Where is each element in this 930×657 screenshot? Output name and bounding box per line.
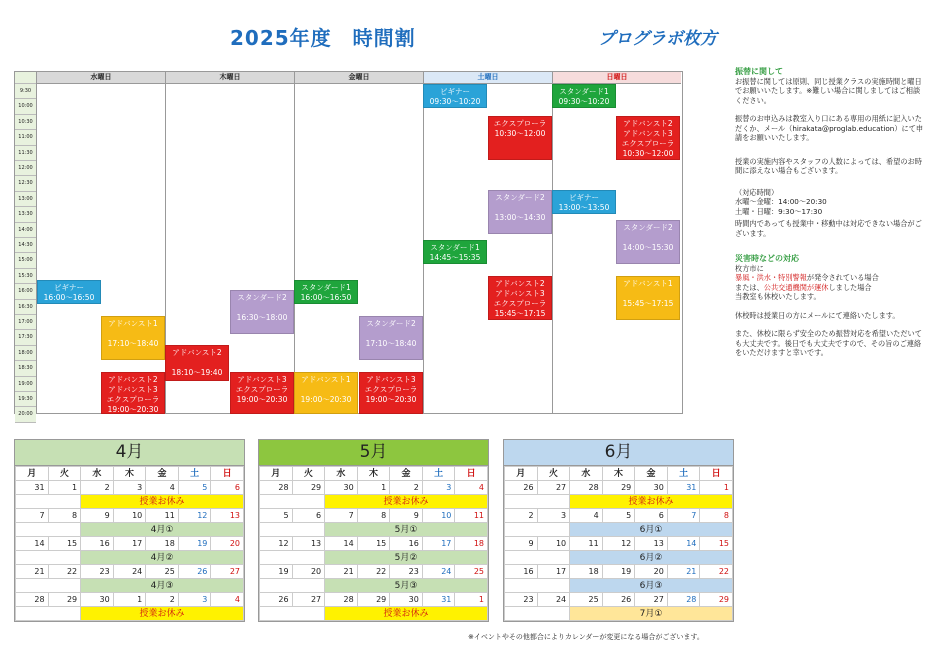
notes-text: 暴風・洪水・特別警報 bbox=[735, 273, 807, 282]
class-block-line: アドバンスト2 bbox=[108, 375, 158, 384]
date-cell: 5 bbox=[178, 481, 211, 495]
date-cell: 17 bbox=[113, 537, 146, 551]
date-cell: 3 bbox=[537, 509, 570, 523]
calendar-month: 6月 bbox=[504, 440, 733, 466]
calendar-3 bbox=[503, 439, 734, 622]
notes-text: 時間内であっても授業中・移動中は対応できない場合がございます。 bbox=[735, 219, 922, 238]
time-label: 10:00 bbox=[15, 99, 36, 114]
class-block-line: 15:45～17:15 bbox=[622, 299, 674, 308]
time-label: 16:00 bbox=[15, 284, 36, 299]
time-header bbox=[15, 72, 36, 84]
date-cell: 13 bbox=[292, 537, 325, 551]
weekday-label: 金 bbox=[635, 467, 668, 481]
date-cell: 22 bbox=[357, 565, 390, 579]
class-block bbox=[423, 240, 487, 264]
timetable bbox=[14, 71, 683, 418]
date-cell: 14 bbox=[325, 537, 358, 551]
weekday-label: 日 bbox=[700, 467, 733, 481]
date-cell: 19 bbox=[602, 565, 635, 579]
class-block-line: 19:00～20:30 bbox=[365, 395, 417, 404]
date-cell: 7 bbox=[16, 509, 49, 523]
weekday-label: 水 bbox=[570, 467, 603, 481]
week-band: 4月② bbox=[81, 551, 244, 565]
date-cell: 31 bbox=[422, 593, 455, 607]
date-cell: 29 bbox=[48, 593, 81, 607]
date-cell: 4 bbox=[146, 481, 179, 495]
weekday-label: 金 bbox=[146, 467, 179, 481]
weekday-label: 土 bbox=[422, 467, 455, 481]
time-label: 12:00 bbox=[15, 161, 36, 176]
notes-text: また、休校に限らず安全のため振替対応を希望いただいても大丈夫です。後日でも大丈夫ですので、その旨のご連絡をいただけますと幸いです。 bbox=[735, 329, 922, 357]
class-block-line: 19:00～20:30 bbox=[107, 405, 159, 414]
date-cell: 25 bbox=[146, 565, 179, 579]
date-cell: 11 bbox=[146, 509, 179, 523]
date-cell: 30 bbox=[325, 481, 358, 495]
date-cell: 1 bbox=[113, 593, 146, 607]
class-block-line bbox=[489, 203, 551, 213]
date-cell: 12 bbox=[602, 537, 635, 551]
week-band: 6月③ bbox=[570, 579, 733, 593]
notes-text: が発令されている場合 bbox=[806, 273, 879, 282]
date-cell: 15 bbox=[700, 537, 733, 551]
notes-text: 振替のお申込みは教室入り口にある専用の用紙に記入いただくか、メール（hirakata@proglab.education）にて申請をお願いいたします。 bbox=[735, 114, 924, 142]
date-cell: 2 bbox=[390, 481, 423, 495]
date-cell: 9 bbox=[390, 509, 423, 523]
date-cell: 23 bbox=[390, 565, 423, 579]
date-cell: 28 bbox=[260, 481, 293, 495]
time-label: 19:00 bbox=[15, 377, 36, 392]
class-block-line: エクスプローラ bbox=[621, 139, 675, 148]
time-label: 13:00 bbox=[15, 192, 36, 207]
date-cell: 2 bbox=[146, 593, 179, 607]
notes-text: 授業の実施内容やスタッフの人数によっては、希望のお時間に添えない場合もございます。 bbox=[735, 156, 922, 175]
date-cell: 1 bbox=[48, 481, 81, 495]
date-cell: 30 bbox=[635, 481, 668, 495]
time-label: 11:30 bbox=[15, 146, 36, 161]
date-cell: 23 bbox=[81, 565, 114, 579]
time-label: 18:30 bbox=[15, 361, 36, 376]
class-block-line: 17:10～18:40 bbox=[107, 339, 159, 348]
day-header: 金曜日 bbox=[295, 72, 423, 84]
class-block bbox=[552, 84, 616, 108]
notes-text: （対応時間） bbox=[735, 187, 779, 197]
date-cell: 16 bbox=[81, 537, 114, 551]
date-cell: 15 bbox=[48, 537, 81, 551]
class-block bbox=[294, 372, 358, 414]
class-block bbox=[616, 276, 680, 320]
date-cell: 28 bbox=[325, 593, 358, 607]
date-cell: 21 bbox=[16, 565, 49, 579]
class-block bbox=[359, 316, 423, 360]
notes-text: 枚方市に bbox=[735, 263, 764, 273]
date-cell: 1 bbox=[455, 593, 488, 607]
date-cell: 17 bbox=[537, 565, 570, 579]
class-block bbox=[552, 190, 616, 214]
week-band: 5月② bbox=[325, 551, 488, 565]
date-cell: 22 bbox=[700, 565, 733, 579]
class-block-line: 15:45～17:15 bbox=[494, 309, 546, 318]
date-cell: 26 bbox=[602, 593, 635, 607]
notes-heading-transfer: 振替に関して bbox=[735, 67, 783, 76]
time-label: 14:00 bbox=[15, 223, 36, 238]
class-block bbox=[488, 116, 552, 160]
date-cell: 6 bbox=[292, 509, 325, 523]
day-header: 土曜日 bbox=[424, 72, 552, 84]
date-cell: 23 bbox=[505, 593, 538, 607]
date-cell: 27 bbox=[211, 565, 244, 579]
notes-text: 水曜～金曜：14:00～20:30 bbox=[735, 197, 827, 206]
date-cell: 4 bbox=[570, 509, 603, 523]
weekday-label: 月 bbox=[505, 467, 538, 481]
date-cell: 3 bbox=[178, 593, 211, 607]
class-block-line bbox=[166, 358, 228, 368]
week-band: 5月① bbox=[325, 523, 488, 537]
date-cell: 29 bbox=[700, 593, 733, 607]
class-block-line: アドバンスト3 bbox=[108, 385, 158, 394]
date-cell: 29 bbox=[602, 481, 635, 495]
date-cell: 6 bbox=[635, 509, 668, 523]
class-block-line: ビギナー bbox=[54, 283, 84, 292]
date-cell: 10 bbox=[422, 509, 455, 523]
date-cell: 16 bbox=[390, 537, 423, 551]
class-block bbox=[37, 280, 101, 304]
time-label: 10:30 bbox=[15, 115, 36, 130]
date-cell: 22 bbox=[48, 565, 81, 579]
class-block-line: アドバンスト1 bbox=[108, 319, 158, 328]
date-cell: 27 bbox=[537, 481, 570, 495]
date-cell: 1 bbox=[700, 481, 733, 495]
date-cell: 3 bbox=[113, 481, 146, 495]
time-label: 15:30 bbox=[15, 269, 36, 284]
time-label: 17:00 bbox=[15, 315, 36, 330]
weekday-label: 水 bbox=[325, 467, 358, 481]
class-block-line: 18:10～19:40 bbox=[171, 368, 223, 377]
date-cell: 24 bbox=[113, 565, 146, 579]
date-cell: 25 bbox=[570, 593, 603, 607]
class-block bbox=[423, 84, 487, 108]
date-cell: 6 bbox=[211, 481, 244, 495]
date-cell: 28 bbox=[16, 593, 49, 607]
class-block bbox=[359, 372, 423, 414]
weekday-label: 火 bbox=[48, 467, 81, 481]
date-cell: 8 bbox=[48, 509, 81, 523]
day-header: 木曜日 bbox=[166, 72, 294, 84]
date-cell: 18 bbox=[570, 565, 603, 579]
notes-text: 当教室も休校いたします。 bbox=[735, 292, 821, 301]
time-label: 9:30 bbox=[15, 84, 36, 99]
date-cell: 30 bbox=[81, 593, 114, 607]
class-block-line: 19:00～20:30 bbox=[236, 395, 288, 404]
class-block-line: 19:00～20:30 bbox=[300, 395, 352, 404]
class-block-line: エクスプローラ bbox=[493, 119, 547, 128]
date-cell: 14 bbox=[667, 537, 700, 551]
class-block bbox=[230, 290, 294, 334]
date-cell: 12 bbox=[260, 537, 293, 551]
class-block-line: アドバンスト3 bbox=[623, 129, 673, 138]
date-cell: 17 bbox=[422, 537, 455, 551]
class-block-line: 14:00～15:30 bbox=[622, 243, 674, 252]
notes-text: お振替に関しては原則、同じ授業クラスの実施時間と曜日でお願いいたします。※難しい場合に関しましてはご相談ください。 bbox=[735, 76, 922, 105]
notes-text: 土曜・日曜：9:30～17:30 bbox=[735, 206, 823, 216]
weekday-label: 水 bbox=[81, 467, 114, 481]
weekday-label: 日 bbox=[211, 467, 244, 481]
day-column bbox=[36, 72, 165, 413]
calendar-month: 5月 bbox=[259, 440, 488, 466]
class-block bbox=[488, 190, 552, 234]
class-block-line: エクスプローラ bbox=[364, 385, 418, 394]
date-cell: 24 bbox=[537, 593, 570, 607]
class-block-line: 16:00～16:50 bbox=[43, 293, 95, 302]
date-cell: 7 bbox=[667, 509, 700, 523]
time-label: 18:00 bbox=[15, 346, 36, 361]
date-cell: 20 bbox=[211, 537, 244, 551]
date-cell: 2 bbox=[505, 509, 538, 523]
time-label: 13:30 bbox=[15, 207, 36, 222]
week-band: 5月③ bbox=[325, 579, 488, 593]
date-cell: 31 bbox=[16, 481, 49, 495]
date-cell: 30 bbox=[390, 593, 423, 607]
time-label: 16:30 bbox=[15, 300, 36, 315]
class-block-line: スタンダード2 bbox=[495, 193, 545, 202]
class-block bbox=[616, 116, 680, 160]
time-label: 14:30 bbox=[15, 238, 36, 253]
class-block-line: エクスプローラ bbox=[235, 385, 289, 394]
date-cell: 29 bbox=[292, 481, 325, 495]
week-band: 6月① bbox=[570, 523, 733, 537]
class-block-line bbox=[295, 385, 357, 395]
weekday-label: 金 bbox=[390, 467, 423, 481]
date-cell: 4 bbox=[211, 593, 244, 607]
class-block-line: 13:00～14:30 bbox=[494, 213, 546, 222]
class-block-line: スタンダード1 bbox=[559, 87, 609, 96]
date-cell: 14 bbox=[16, 537, 49, 551]
week-band: 4月③ bbox=[81, 579, 244, 593]
week-band: 授業お休み bbox=[570, 495, 733, 509]
class-block bbox=[616, 220, 680, 264]
calendar-1 bbox=[14, 439, 245, 622]
class-block-line: 16:30～18:00 bbox=[236, 313, 288, 322]
day-header: 水曜日 bbox=[37, 72, 165, 84]
week-band: 6月② bbox=[570, 551, 733, 565]
class-block-line bbox=[617, 289, 679, 299]
weekday-label: 火 bbox=[537, 467, 570, 481]
date-cell: 10 bbox=[537, 537, 570, 551]
class-block-line: アドバンスト2 bbox=[623, 119, 673, 128]
notes-text: 公共交通機関が運休 bbox=[763, 282, 829, 292]
notes-text: 休校時は授業日の方にメールにて連絡いたします。 bbox=[735, 310, 900, 320]
weekday-label: 月 bbox=[260, 467, 293, 481]
date-cell: 28 bbox=[570, 481, 603, 495]
class-block bbox=[294, 280, 358, 304]
class-block-line bbox=[231, 303, 293, 313]
date-cell: 9 bbox=[81, 509, 114, 523]
date-cell: 13 bbox=[211, 509, 244, 523]
class-block-line: アドバンスト2 bbox=[172, 348, 222, 357]
week-band: 7月① bbox=[570, 607, 733, 621]
time-label: 12:30 bbox=[15, 176, 36, 191]
class-block-line bbox=[360, 329, 422, 339]
weekday-label: 土 bbox=[178, 467, 211, 481]
time-label: 15:00 bbox=[15, 253, 36, 268]
time-label: 17:30 bbox=[15, 330, 36, 345]
notes-heading-disaster: 災害時などの対応 bbox=[735, 254, 799, 263]
time-label: 20:00 bbox=[15, 407, 36, 422]
class-block-line: スタンダード1 bbox=[301, 283, 351, 292]
date-cell: 29 bbox=[357, 593, 390, 607]
class-block-line: 17:10～18:40 bbox=[365, 339, 417, 348]
class-block-line bbox=[617, 233, 679, 243]
notes-panel bbox=[735, 67, 925, 367]
date-cell: 8 bbox=[357, 509, 390, 523]
date-cell: 9 bbox=[505, 537, 538, 551]
date-cell: 4 bbox=[455, 481, 488, 495]
week-band: 授業お休み bbox=[81, 495, 244, 509]
calendar-month: 4月 bbox=[15, 440, 244, 466]
date-cell: 27 bbox=[292, 593, 325, 607]
weekday-label: 木 bbox=[602, 467, 635, 481]
time-label: 19:30 bbox=[15, 392, 36, 407]
class-block bbox=[488, 276, 552, 320]
date-cell: 27 bbox=[635, 593, 668, 607]
date-cell: 8 bbox=[700, 509, 733, 523]
class-block-line: スタンダード2 bbox=[366, 319, 416, 328]
week-band: 授業お休み bbox=[325, 495, 488, 509]
class-block bbox=[101, 316, 165, 360]
weekday-label: 木 bbox=[357, 467, 390, 481]
class-block-line: アドバンスト2 bbox=[495, 279, 545, 288]
date-cell: 12 bbox=[178, 509, 211, 523]
class-block-line: 10:30～12:00 bbox=[622, 149, 674, 158]
weekday-label: 火 bbox=[292, 467, 325, 481]
footnote: ※イベントやその他都合によりカレンダーが変更になる場合がございます。 bbox=[468, 633, 704, 641]
class-block-line: ビギナー bbox=[569, 193, 599, 202]
date-cell: 13 bbox=[635, 537, 668, 551]
class-block-line: 16:00～16:50 bbox=[300, 293, 352, 302]
weekday-label: 月 bbox=[16, 467, 49, 481]
date-cell: 5 bbox=[260, 509, 293, 523]
date-cell: 11 bbox=[455, 509, 488, 523]
date-cell: 19 bbox=[260, 565, 293, 579]
date-cell: 21 bbox=[667, 565, 700, 579]
date-cell: 16 bbox=[505, 565, 538, 579]
date-cell: 10 bbox=[113, 509, 146, 523]
date-cell: 11 bbox=[570, 537, 603, 551]
weekday-label: 土 bbox=[667, 467, 700, 481]
date-cell: 18 bbox=[146, 537, 179, 551]
weekday-label: 木 bbox=[113, 467, 146, 481]
date-cell: 24 bbox=[422, 565, 455, 579]
week-band: 授業お休み bbox=[325, 607, 488, 621]
class-block-line: 09:30～10:20 bbox=[429, 97, 481, 106]
date-cell: 26 bbox=[260, 593, 293, 607]
class-block-line: スタンダード1 bbox=[430, 243, 480, 252]
class-block-line: 14:45～15:35 bbox=[429, 253, 481, 262]
time-label: 11:00 bbox=[15, 130, 36, 145]
class-block-line: エクスプローラ bbox=[106, 395, 160, 404]
date-cell: 31 bbox=[667, 481, 700, 495]
notes-text: しました場合 bbox=[828, 282, 872, 292]
weekday-label: 日 bbox=[455, 467, 488, 481]
class-block-line: アドバンスト3 bbox=[237, 375, 287, 384]
date-cell: 2 bbox=[81, 481, 114, 495]
class-block-line: アドバンスト3 bbox=[495, 289, 545, 298]
date-cell: 20 bbox=[292, 565, 325, 579]
day-column bbox=[294, 72, 423, 413]
date-cell: 3 bbox=[422, 481, 455, 495]
week-band: 授業お休み bbox=[81, 607, 244, 621]
page-title: 2025年度 時間割 bbox=[230, 26, 416, 50]
calendar-2 bbox=[258, 439, 489, 622]
day-header: 日曜日 bbox=[553, 72, 681, 84]
class-block-line bbox=[102, 329, 164, 339]
class-block-line: アドバンスト1 bbox=[623, 279, 673, 288]
class-block bbox=[230, 372, 294, 414]
notes-text: または、 bbox=[735, 282, 764, 292]
date-cell: 26 bbox=[178, 565, 211, 579]
date-cell: 1 bbox=[357, 481, 390, 495]
class-block bbox=[165, 345, 229, 381]
week-band: 4月① bbox=[81, 523, 244, 537]
date-cell: 7 bbox=[325, 509, 358, 523]
class-block-line: 10:30～12:00 bbox=[494, 129, 546, 138]
class-block-line: ビギナー bbox=[440, 87, 470, 96]
date-cell: 25 bbox=[455, 565, 488, 579]
date-cell: 26 bbox=[505, 481, 538, 495]
class-block bbox=[101, 372, 165, 414]
class-block-line: スタンダード2 bbox=[237, 293, 287, 302]
date-cell: 5 bbox=[602, 509, 635, 523]
brand-logo: プログラボ枚方 bbox=[598, 29, 717, 49]
class-block-line: 09:30～10:20 bbox=[558, 97, 610, 106]
date-cell: 18 bbox=[455, 537, 488, 551]
date-cell: 20 bbox=[635, 565, 668, 579]
class-block-line: アドバンスト3 bbox=[366, 375, 416, 384]
class-block-line: スタンダード2 bbox=[623, 223, 673, 232]
date-cell: 15 bbox=[357, 537, 390, 551]
class-block-line: アドバンスト1 bbox=[301, 375, 351, 384]
class-block-line: 13:00～13:50 bbox=[558, 203, 610, 212]
date-cell: 19 bbox=[178, 537, 211, 551]
class-block-line: エクスプローラ bbox=[493, 299, 547, 308]
date-cell: 28 bbox=[667, 593, 700, 607]
date-cell: 21 bbox=[325, 565, 358, 579]
